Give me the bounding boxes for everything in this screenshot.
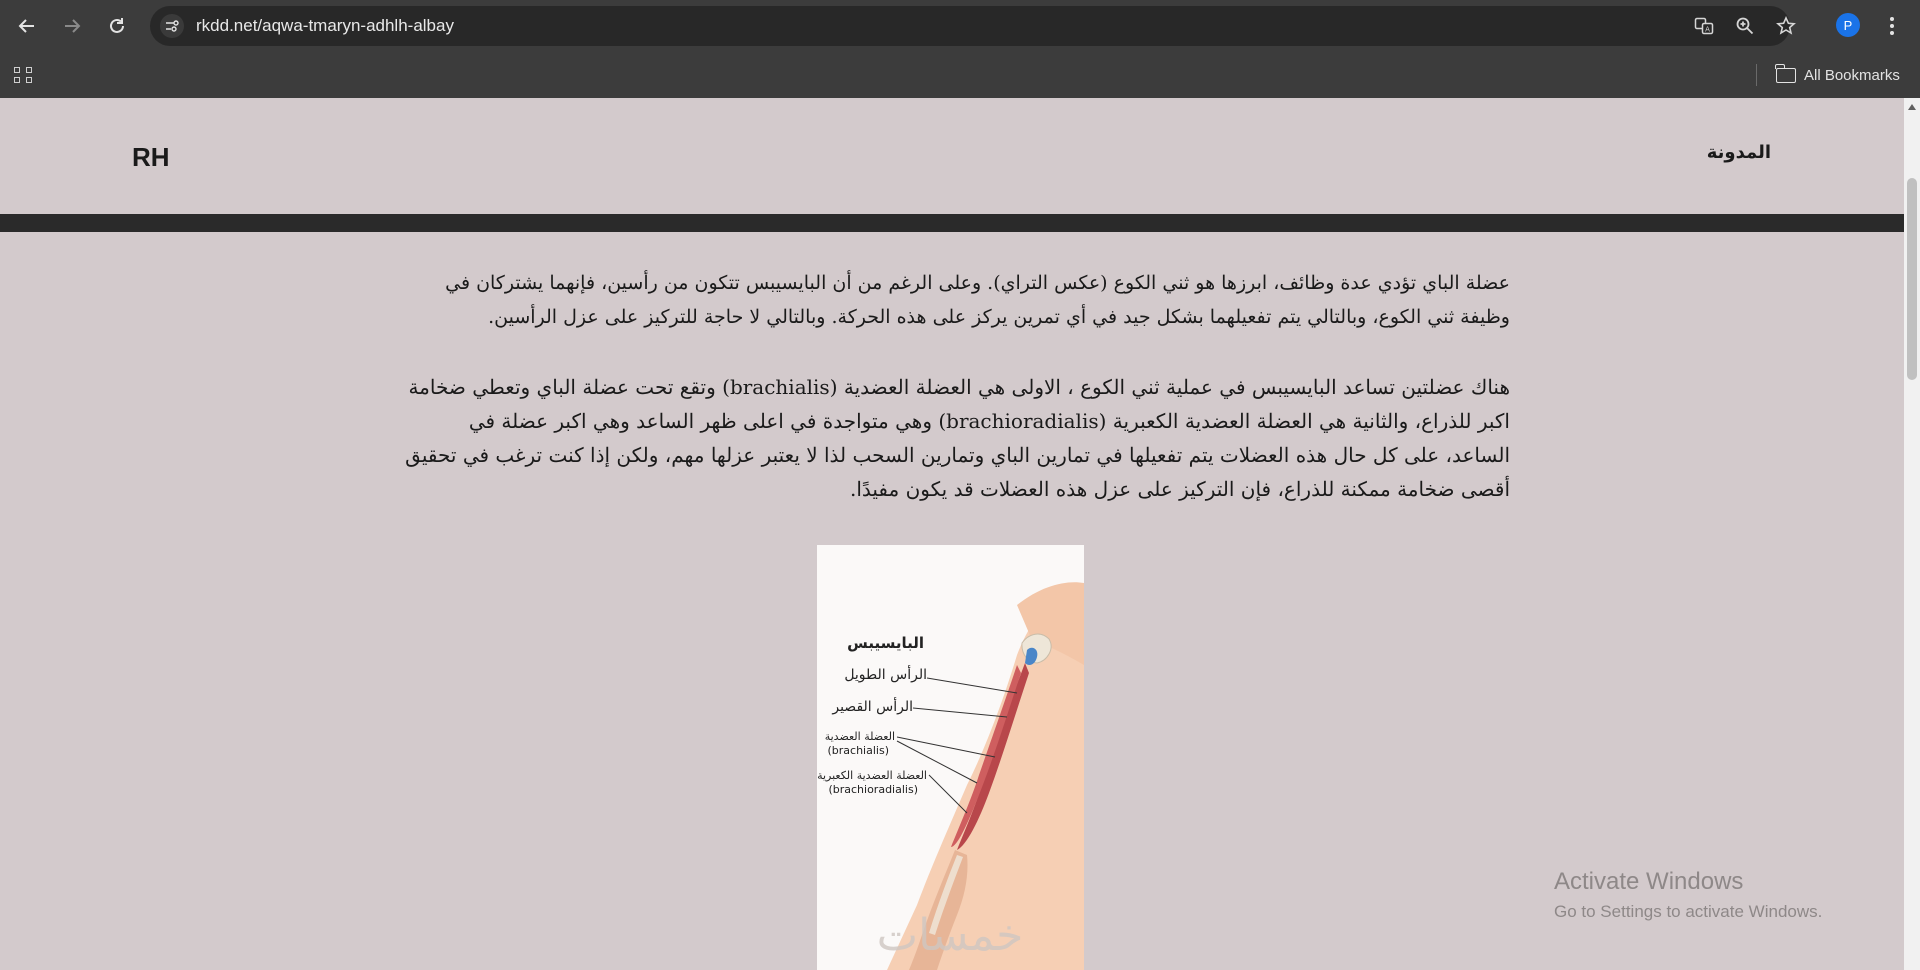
all-bookmarks-button[interactable] (1776, 63, 1900, 87)
scroll-thumb[interactable] (1907, 178, 1917, 380)
bookmarks-bar (0, 52, 1920, 98)
scroll-up-icon[interactable] (1908, 104, 1916, 110)
article-paragraph: عضلة الباي تؤدي عدة وظائف، ابرزها هو ثني الكوع (عكس التراي). وعلى الرغم من أن البايسيبس تتكون من رأسين، فإنهما يشتركان في وظيفة ثني الكوع، وبالتالي يتم تفعيلهما بشكل جيد في أي تمرين يركز على هذه الحركة. وبالتالي لا حاجة للتركيز على عزل الرأسين. (445, 272, 1510, 328)
image-watermark: خمسات (876, 910, 1024, 961)
figure-title: البايسيبس (847, 634, 924, 652)
bookmarks-divider (1756, 64, 1757, 86)
site-header (0, 98, 1904, 214)
label-short-head: الرأس القصير (832, 699, 913, 715)
label-brachioradialis-en: (brachioradialis) (828, 783, 918, 796)
header-divider-bar (0, 214, 1904, 232)
watermark-title: Activate Windows (1554, 868, 1744, 895)
page-viewport (0, 98, 1904, 970)
nav-link-blog[interactable]: المدونة (1706, 142, 1771, 163)
zoom-icon[interactable] (1733, 14, 1757, 38)
watermark-subtitle: Go to Settings to activate Windows. (1554, 902, 1823, 921)
address-bar[interactable] (150, 6, 1790, 46)
all-bookmarks-label: All Bookmarks (1804, 66, 1900, 84)
label-brachioradialis-ar: العضلة العضدية الكعبرية (817, 769, 927, 782)
url-text[interactable]: rkdd.net/aqwa-tmaryn-adhlh-albay (196, 16, 454, 35)
site-logo[interactable]: RH (132, 142, 170, 172)
profile-avatar[interactable]: P (1836, 13, 1860, 37)
label-brachialis-ar: العضلة العضدية (824, 730, 895, 743)
article-body (400, 266, 1510, 506)
browser-toolbar (0, 0, 1920, 52)
folder-icon (1776, 68, 1796, 83)
star-icon[interactable] (1774, 14, 1798, 38)
windows-activation-watermark (1554, 868, 1822, 922)
apps-icon[interactable] (12, 63, 36, 87)
menu-icon[interactable] (1880, 12, 1904, 40)
site-info-icon[interactable] (160, 14, 184, 38)
biceps-anatomy-image (817, 545, 1084, 970)
reload-icon[interactable] (103, 12, 131, 40)
back-icon[interactable] (13, 12, 41, 40)
forward-icon[interactable] (58, 12, 86, 40)
translate-icon[interactable] (1692, 14, 1716, 38)
article-paragraph: هناك عضلتين تساعد البايسيبس في عملية ثني الكوع ، الاولى هي العضلة العضدية (brachialis) وتقع تحت عضلة الباي وتعطي ضخامة اكبر للذراع، والثانية هي العضلة العضدية الكعبرية (brachioradialis) وهي متواجدة في اعلى ظهر الساعد وهي اكبر عضلة في الساعد، على كل حال هذه العضلات يتم تفعيلها في تمارين الباي وتمارين السحب لذا لا يعتبر عزلها مهم، ولكن إذا كنت ترغب في تحقيق أقصى ضخامة ممكنة للذراع، فإن التركيز على عزل هذه العضلات قد يكون مفيدًا. (405, 375, 1510, 501)
label-long-head: الرأس الطويل (844, 667, 927, 683)
svg-text:A: A (1705, 25, 1710, 34)
label-brachialis-en: (brachialis) (827, 744, 889, 757)
page-scrollbar[interactable] (1904, 98, 1920, 970)
